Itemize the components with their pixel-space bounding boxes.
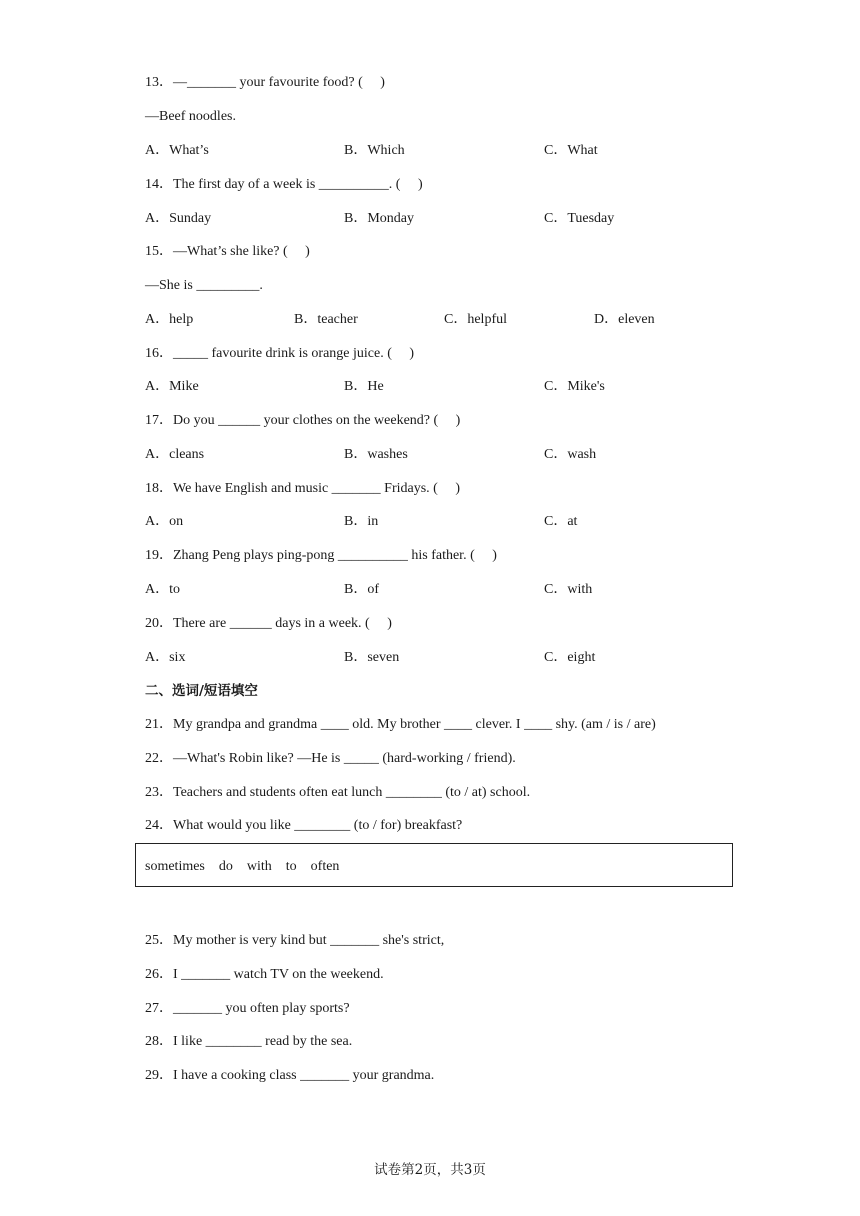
option-c: C．helpful (444, 312, 507, 327)
answer-line: —She is _________. (145, 278, 263, 293)
option-b: B．of (344, 582, 379, 597)
option-c: C．wash (544, 447, 597, 462)
option-b: B．teacher (294, 312, 358, 327)
option-b: B．Monday (344, 211, 414, 226)
question-29: 29．I have a cooking class _______ your grandma. (145, 1068, 435, 1083)
question-24: 24．What would you like ________ (to / for) breakfast? (145, 818, 463, 833)
option-b: B．He (344, 379, 384, 394)
option-a: A．What’s (145, 143, 209, 158)
question-text: 14．The first day of a week is __________. ( ) (145, 177, 423, 192)
option-a: A．Sunday (145, 211, 212, 226)
option-c: C．with (544, 582, 593, 597)
option-b: B．seven (344, 650, 400, 665)
question-text: 18．We have English and music _______ Fridays. ( ) (145, 481, 460, 496)
word-bank-box (135, 843, 733, 887)
question-text: 17．Do you ______ your clothes on the weekend? ( ) (145, 413, 461, 428)
section-title: 二、选词/短语填空 (145, 683, 258, 699)
answer-line: —Beef noodles. (145, 109, 236, 124)
word-bank: sometimes do with to often (145, 859, 340, 874)
option-d: D．eleven (594, 312, 655, 327)
option-b: B．washes (344, 447, 408, 462)
option-b: B．in (344, 514, 379, 529)
option-c: C．Tuesday (544, 211, 615, 226)
page-footer: 试卷第2页，共3页 (374, 1162, 486, 1178)
question-text: 13．—_______ your favourite food? ( ) (145, 75, 385, 90)
question-21: 21．My grandpa and grandma ____ old. My brother ____ clever. I ____ shy. (am / is / are) (145, 717, 656, 732)
option-a: A．help (145, 312, 194, 327)
question-text: 15．—What’s she like? ( ) (145, 244, 310, 259)
option-c: C．Mike's (544, 379, 605, 394)
question-23: 23．Teachers and students often eat lunch ________ (to / at) school. (145, 785, 531, 800)
option-a: A．on (145, 514, 184, 529)
question-text: 20．There are ______ days in a week. ( ) (145, 616, 392, 631)
question-27: 27．_______ you often play sports? (145, 1001, 350, 1016)
option-c: C．eight (544, 650, 596, 665)
option-a: A．to (145, 582, 180, 597)
question-22: 22．—What's Robin like? —He is _____ (hard-working / friend). (145, 751, 516, 766)
question-26: 26．I _______ watch TV on the weekend. (145, 967, 384, 982)
option-a: A．Mike (145, 379, 199, 394)
option-b: B．Which (344, 143, 405, 158)
question-text: 19．Zhang Peng plays ping-pong __________ his father. ( ) (145, 548, 497, 563)
question-25: 25．My mother is very kind but _______ she's strict, (145, 933, 445, 948)
option-a: A．cleans (145, 447, 205, 462)
question-28: 28．I like ________ read by the sea. (145, 1034, 353, 1049)
option-c: C．at (544, 514, 578, 529)
option-a: A．six (145, 650, 186, 665)
question-text: 16．_____ favourite drink is orange juice. ( ) (145, 346, 415, 361)
option-c: C．What (544, 143, 598, 158)
